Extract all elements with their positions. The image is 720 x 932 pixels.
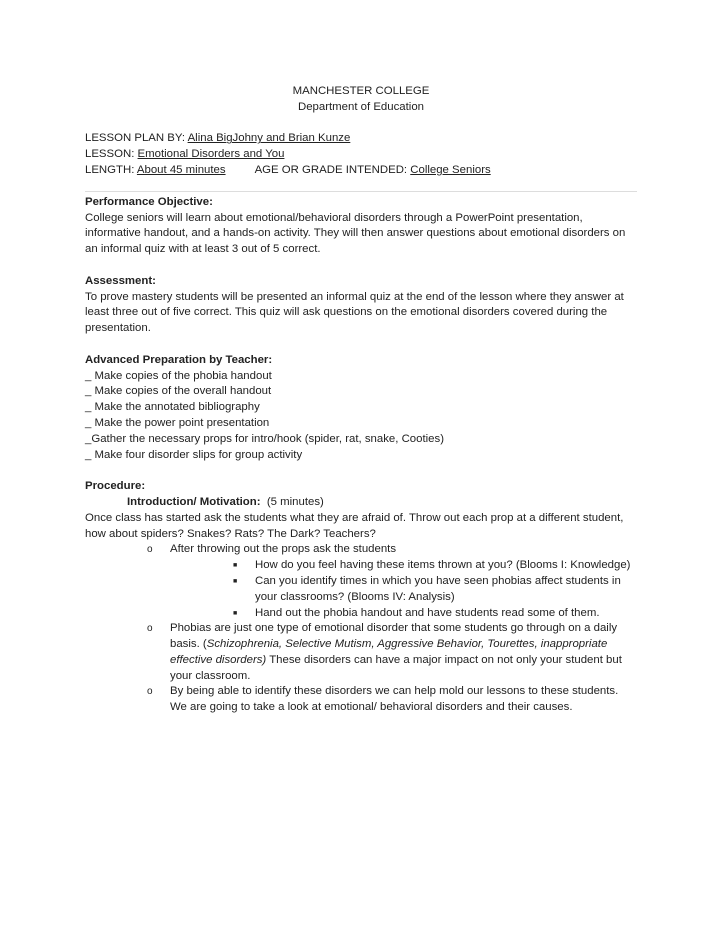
- objective-text: College seniors will learn about emotional/behavioral disorders through a PowerPoint presentation, informative handout, and a hands-on activity. They will then answer questions about emotional disorders on an informal quiz with at least 3 out of 5 correct.: [85, 211, 626, 256]
- college-name: MANCHESTER COLLEGE: [292, 85, 430, 97]
- circle-bullet-icon: o: [147, 544, 153, 556]
- disorder-list: Schizophrenia, Selective Mutism, Aggressive Behavior, Tourettes, inappropriate effective disorders): [170, 638, 608, 666]
- department-name: Department of Education: [297, 100, 424, 113]
- plan-by-value: Alina BigJohny and Brian Kunze: [187, 132, 351, 145]
- objective-heading: Performance Objective:: [85, 195, 213, 208]
- assessment-heading: Assessment:: [85, 274, 156, 287]
- lesson-plan-document: [85, 84, 637, 716]
- assessment-text: To prove mastery students will be presented an informal quiz at the end of the lesson where they answer at least three out of five correct. This quiz will ask questions on the emotional disorders covered during the presentation.: [85, 290, 624, 335]
- prep-heading: Advanced Preparation by Teacher:: [85, 353, 273, 366]
- prep-item: _ Make copies of the phobia handout: [85, 369, 272, 382]
- prep-item: _Gather the necessary props for intro/hook (spider, rat, snake, Cooties): [85, 432, 444, 445]
- intro-text: Once class has started ask the students what they are afraid of. Throw out each prop at a different student, how about spiders? Snakes? Rats? The Dark? Teachers?: [85, 511, 624, 540]
- prep-item: _ Make four disorder slips for group activity: [85, 448, 303, 461]
- procedure-heading: Procedure:: [85, 480, 146, 493]
- substep-text: Can you identify times in which you have seen phobias affect students in your classrooms? (Blooms IV: Analysis): [255, 574, 621, 603]
- step-text: After throwing out the props ask the students: [170, 543, 397, 556]
- square-bullet-icon: ■: [233, 609, 238, 617]
- step-text-post: These disorders can have a major impact on not only your student but your classroom.: [170, 653, 622, 682]
- procedure-step: [85, 684, 637, 716]
- procedure-step: [85, 621, 637, 684]
- lesson-value: Emotional Disorders and You: [137, 148, 285, 161]
- prep-item: _ Make copies of the overall handout: [85, 385, 272, 398]
- substep-text: Hand out the phobia handout and have students read some of them.: [255, 606, 600, 619]
- plan-by-line: [85, 131, 637, 147]
- intro-line: [85, 495, 637, 511]
- circle-bullet-icon: o: [147, 623, 153, 635]
- procedure-substep: [85, 606, 637, 622]
- lesson-label: LESSON:: [85, 148, 138, 161]
- step-text-pre: Phobias are just one type of emotional disorder that some students go through on a daily basis. (: [170, 622, 618, 651]
- prep-item: _ Make the power point presentation: [85, 416, 270, 429]
- procedure-substep: [85, 558, 637, 574]
- length-label: LENGTH:: [85, 163, 137, 176]
- lesson-line: [85, 147, 637, 163]
- plan-by-label: LESSON PLAN BY:: [85, 132, 188, 145]
- intro-heading: Introduction/ Motivation:: [127, 495, 261, 508]
- grade-value: College Seniors: [410, 163, 491, 176]
- intro-time: (5 minutes): [266, 495, 324, 508]
- circle-bullet-icon: o: [147, 686, 153, 698]
- substep-text: How do you feel having these items thrown at you? (Blooms I: Knowledge): [255, 559, 631, 572]
- square-bullet-icon: ■: [233, 562, 238, 570]
- length-value: About 45 minutes: [136, 163, 226, 176]
- procedure-step: [85, 542, 637, 558]
- prep-item: _ Make the annotated bibliography: [85, 401, 260, 414]
- step-text: By being able to identify these disorders we can help mold our lessons to these students. We are going to take a look at emotional/ behavioral disorders and their causes.: [170, 685, 619, 714]
- grade-label: AGE OR GRADE INTENDED:: [254, 163, 411, 176]
- length-line: [85, 163, 637, 179]
- procedure-substep: [85, 574, 637, 606]
- square-bullet-icon: ■: [233, 577, 238, 585]
